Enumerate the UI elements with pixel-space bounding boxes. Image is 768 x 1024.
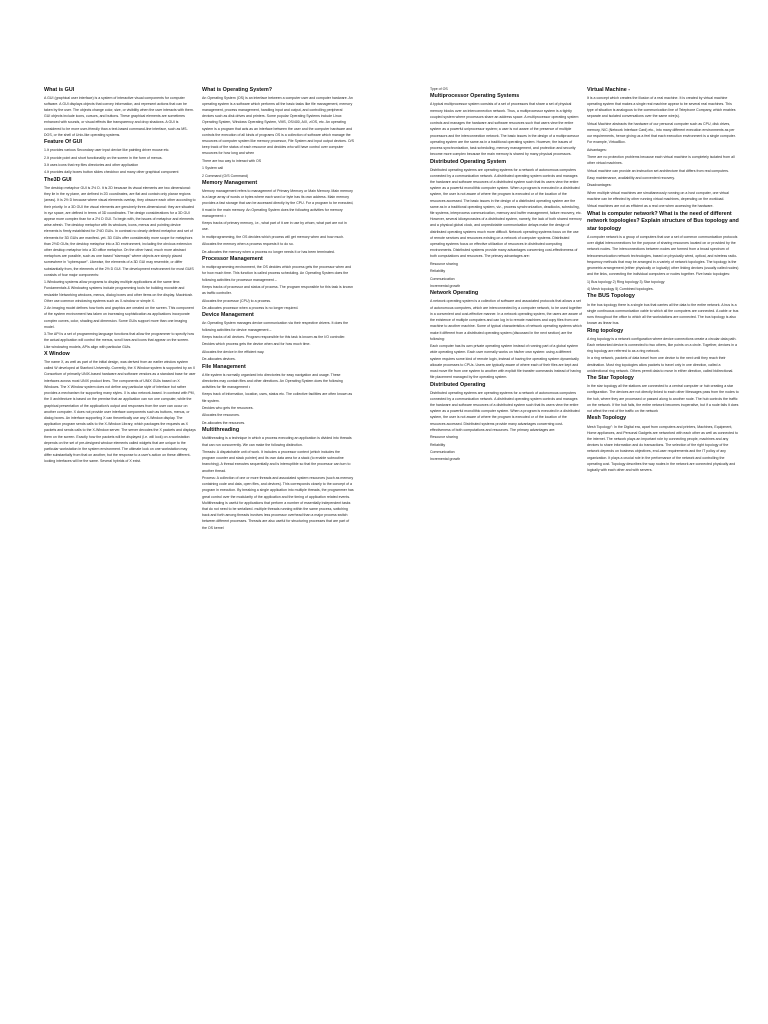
paragraph: 2.It provide point and short functionality on the screen in the form of menus.	[44, 155, 163, 160]
paragraph: Resource sharing	[430, 435, 458, 440]
paragraph: 2 Command (O/S Command)	[202, 173, 249, 178]
paragraph: There are two way to interact with OS	[202, 158, 262, 163]
paragraph: Allocates the resources.	[202, 413, 240, 418]
section-heading: What is GUI	[44, 86, 75, 93]
paragraph: A typical multiprocessor system consists of a set of processors that share a set of physical memory blocks over an interconnection network. Thus, a multiprocessor system is a tightly coupled system where processors share an address space. A multiprocessor operating system controls and manages the hardware and software resources such that users view the entire system as a powerful uniprocessor system; a user is not aware of the presence of multiple processors and the interconnection network. The basic issues in the design of a multiprocessor operating system are the same as in a traditional operating system. However, the issues of process synchronization, task scheduling, memory management, and protection and security become more complex because the main memory is shared by many physical processors.	[430, 102, 579, 157]
paragraph: A ring topology is a network configuration where device connections create a circular data path. Each networked device is connected to two others, like points on a circle. Together, devices in a ring topology are referred to as a ring network.	[587, 336, 737, 353]
paragraph: 1) Bus topology 2) Ring topology 3) Star topology	[587, 279, 665, 284]
paragraph: An Operating System manages device communication via their respective drivers. It does the following activities for device management –	[202, 321, 349, 332]
column-3	[430, 86, 582, 464]
column-2	[202, 86, 354, 532]
paragraph: Multithreading is a technique in which a process executing an application is divided into threads that can run concurrently. We can make the following distinction.	[202, 436, 352, 447]
paragraph: Virtual Machine abstracts the hardware of our personal computer such as CPU, disk drives, memory, NIC (Network Interface Card) etc., into many different execution environments as per our requirements, hence giving us a feel that each execution environment is a single computer. For example, VirtualBox.	[587, 121, 736, 145]
paragraph: Threads: A dispatchable unit of work. It includes a processor context (which includes the program counter and stack pointer) and its own data area for a stack (to enable subroutine branching). A thread executes sequentially and is interruptible so that the processor can turn to another thread.	[202, 449, 351, 473]
paragraph: Allocates the processor (CPU) to a process.	[202, 298, 271, 303]
paragraph: De-allocates devices.	[202, 357, 236, 362]
paragraph: Memory management refers to management of Primary Memory or Main Memory. Main memory is a large array of words or bytes where each word or byte has its own address. Main memory provides a fast storage that can be accessed directly by the CPU. For a program to be executed, it must in the main memory. An Operating System does the following activities for memory management: •	[202, 189, 354, 218]
paragraph: Distributed operating systems are operating systems for a network of autonomous computers connected by a communication network. A distributed operating system controls and manages the hardware and software resources of a distributed system such that its users view the entire system as a powerful monolithic computer system. When a program is executed in a distributed system, the user is not aware of where the program is executed or of the location of the resources accessed. Distributed systems provide many advantages concerning cost-effectiveness of both computations and resources. The primary advantages are:	[430, 390, 580, 432]
paragraph: Disadvantages:	[587, 183, 612, 188]
paragraph: Decides who gets the resources.	[202, 406, 254, 411]
paragraph: A file system is normally organized into directories for easy navigation and usage. These directories may contain files and other directions. An Operating System does the following activities for file management •	[202, 372, 343, 390]
paragraph: 4.It provides daily boxes button slides checkbox and many other graphical component	[44, 170, 179, 175]
paragraph: Mesh Topology": In the Digital era, apart from computers and printers, Machines, Equipment, Home appliances, and Personal Gadgets are networked with each other as well as connected to the internet. The network plays an important role by connecting people, machines and any devices to share information and do transactions. The selection of the right topology of the network depends on business objectives, end-user requirements and the IT policy of any organization. It plays a crucial role in the performance of the network and controlling the operating cost. Topology describes the way nodes in the network are connected physically and logically with each other and with servers.	[587, 424, 739, 472]
paragraph: There are no protection problems because each virtual machine is completely isolated from all other virtual machines.	[587, 154, 735, 166]
section-heading: Multiprocessor Operating Systems	[430, 93, 520, 100]
paragraph: Keeps tracks of processor and status of process. The program responsible for this task is known as traffic controller.	[202, 284, 353, 296]
paragraph: Communication	[430, 449, 455, 454]
section-heading: Distributed Operating System	[430, 158, 507, 165]
section-heading: What is computer network? What is the need of different network topologies? Explain structure of Bus topology and star topology	[587, 210, 739, 232]
section-heading: Multithreading	[202, 427, 240, 434]
section-heading: Virtual Machine -	[587, 86, 631, 93]
section-heading: The Star Topology	[587, 375, 634, 382]
section-heading: Distributed Operating	[430, 381, 486, 388]
column-4	[587, 86, 739, 474]
paragraph: Virtual machine can provide an instruction set architecture that differs from real computers.	[587, 168, 730, 173]
paragraph: A GUI (graphical user interface) is a system of interactive visual components for computer software. A GUI displays objects that convey information, and represent actions that can be taken by the user. The objects change color, size, or visibility when the user interacts with them. GUI objects include icons, cursors, and buttons. These graphical elements are sometimes enhanced with sounds, or visual effects like transparency and drop shadows. A GUI is considered to be more user-friendly than a text-based command-line interface, such as MS-DOS, or the shell of Unix-like operating systems.	[44, 95, 194, 137]
paragraph: The desktop metaphor GUI is 2½ D. It is 2D because its visual elements are two dimensional: they lie in the xy plane, are defined in 2D coordinates, are flat and contain only planar regions (areas). It is 2½ D because where visual elements overlap, they obscure each other according to their priority. In a 3D GUI the visual elements are genuinely three-dimensional: they are situated in xyz space, are defined in terms of 3D coordinates. The design considerations for a 3D GUI appear more complex than for a 2½ D GUI. To begin with, the issues of metaphor and elements arise afresh. The desktop metaphor with its windows, icons, menus and pointing device elements is firmly established for 2½D GUIs. In contrast no clearly defined metaphor and set of elements for 3D GUIs are manifest- yet. 3D GUIs offer considerably more scope for metaphors than 2½D GUIs; the desktop metaphor into a 3D environment, including the obvious extension other desktop metaphor into a 3D office metaphor. On the other hand, much more abstract metaphors are possible, such as one based "starmaps" where objects are simply placed somewhere in "cyberspace". Likewise, the elements of a 3D GUI may resemble, or differ substantially from, the elements of the 2½ D GUI. The development environment for most GUIS consists of four major components:	[44, 185, 196, 277]
paragraph: A network operating system is a collection of software and associated protocols that allows a set of autonomous computers, which are interconnected by a computer network, to be used together in a convenient and cost-effective manner. In a network operating system, the users are aware of the existence of multiple computers and can log in to remote machines and copy files from one machine to another machine. Some of typical characteristics of network operating systems which make it different from a distributed operating system (discussed in the next section) are the following:	[430, 299, 582, 341]
paragraph: The name X, as well as part of the initial design, was derived from an earlier window system called W developed at Stanford University. Currently, the X Window system is supported by an X Consortium of primarily UNIX-based hardware and software vendors as a standard base for user interfaces across most UNIX product lines. The components of UNIX GUIs based on X Windows. The X Window system does not define any particular style of interface but rather provides a mechanism for supporting many styles. X is also network-based. In contrast with PM, the X architecture is based on the premise that an application can run one computer, while the graphical presentation of the application's output and responses from the user can occur on another computer. X does not provide user interface components such as buttons, menus, or dialog boxes. An interface supporting X can theoretically use any X-Window display. The application program sends calls to the X-Window Library, which packages the requests as X packets and sends calls to the X-Window server. The server decodes the X packets and displays them on the screen. Exactly how the packets will be displayed (i.e. will look) on a workstation depends on the set of pre-designed window elements called widgets that are unique to the particular workstation in the system environment. The ultimate look on one workstation may differ substantially from that on another, but the response to a user's action on these different-looking interfaces will be the same. Several hybrids of X exist.	[44, 360, 196, 464]
paragraph: When multiple virtual machines are simultaneously running on a host computer, one virtual machine can be effected by other running virtual machines, depending on the workload.	[587, 190, 729, 201]
paragraph: An Operating System (OS) is an interface between a computer user and computer hardware. An operating system is a software which performs all the basic tasks like file management, memory management, process management, handling input and output, and controlling peripheral devices such as disk drives and printers. Some popular Operating Systems include Linux Operating System, Windows Operating System, VMS, OS/400, AIX, z/OS, etc. An operating system is a program that acts as an interface between the user and the computer hardware and controls the execution of all kinds of programs OS is a collection of software which manage the resources of computer system like memory processor, File System and input output devices. O/S keep track of the status of each resource and decides who will have control over computer resources for how long and when	[202, 95, 354, 156]
paragraph: 2.An imaging model defines how fonts and graphics are created on the screen. This component of the system environment has taken on increasing sophistication as applications incorporate complex curves, color, shading and dimension. Some GUIs support more than one imaging model.	[44, 306, 194, 329]
paragraph: 1 System call	[202, 166, 224, 171]
paragraph: 3.The API is a set of programming language functions that allow the programmer to specify how the actual application will control the menus, scroll bars and icons that appear on the screen. Like windowing models, APIs align with particular GUIs.	[44, 332, 195, 349]
column-1	[44, 86, 196, 466]
paragraph: A computer network is a group of computers that use a set of common communication protocols over digital interconnections for the purpose of sharing resources located on or provided by the network nodes. The interconnections between nodes are formed from a broad spectrum of telecommunication network technologies, based on physically wired, optical, and wireless radio-frequency methods that may be arranged in a variety of network topologies. The topology is the geometric arrangement (either physically or logically) other linking devices (usually called nodes) and the links, connecting the individual computers or nodes together. Five basic topologies:	[587, 235, 739, 277]
paragraph: In the star topology all the stations are connected to a central computer or hub creating a star configuration. The devices are not directly linked to each other Messages pass from the nodes to the hub, where they are processed or passed along to another node. The hub controls the traffic on the network. If the hub fails, the entire network becomes inoperative, but if a node fails it does not affect the rest of the traffic on the network	[587, 384, 739, 414]
section-heading: What is Operating System?	[202, 86, 273, 93]
paragraph: In multiprogramming environment, the OS decides which process gets the processor when and for how much time. This function is called process scheduling. An Operating System does the following activities for processor management –	[202, 265, 352, 282]
paragraph: Allocates the device in the efficient way.	[202, 349, 265, 354]
section-heading: Ring topology	[587, 327, 624, 334]
paragraph: Incremental growth	[430, 457, 461, 462]
section-heading: Feature Of GUI	[44, 139, 83, 146]
paragraph: Advantages:	[587, 147, 607, 152]
section-heading: Mesh Topology	[587, 415, 627, 422]
section-heading: Network Operating	[430, 290, 479, 297]
section-heading: Processor Management	[202, 256, 263, 263]
paragraph: Keeps tracks of all devices. Program responsible for this task is known as the I/O controller.	[202, 335, 346, 339]
paragraph: In a ring network, packets of data travel from one device to the next until they reach their destination. Most ring topologies allow packets to travel only in one direction, called a unidirectional ring network. Others permit data to move in either direction, called bidirectional.	[587, 356, 734, 373]
paragraph: Incremental growth	[430, 284, 461, 288]
paragraph: Type of OS	[430, 87, 448, 91]
section-heading: Device Management	[202, 312, 254, 319]
section-heading: Memory Management	[202, 179, 258, 186]
paragraph: Process: A collection of one or more threads and associated system resources (such as memory containing code and data, open files, and devices). This corresponds closely to the concept of a program in execution. By breaking a single application into multiple threads, the programmer has great control over the modularity of the application and the timing of application related events. Multithreading is useful for applications that perform a number of essentially independent tasks that do not need to be serialized. multiple threads running within the same process, switching back and forth among threads involves less processor overhead than a major process switch between different processes. Threads are also useful for structuring processes that are part of the OS kernel	[202, 475, 354, 530]
paragraph: It is a concept which creates the illusion of a real machine. It is created by virtual machine operating system that makes a single real machine appear to be several real machines. This type of situation is analogous to the communication line of Telephone Company, which enables separate and isolated conversations over the same wire(s).	[587, 95, 736, 119]
paragraph: In multiprogramming, the OS decides which process will get memory when and how much.	[202, 234, 345, 239]
section-heading: File Management	[202, 363, 246, 370]
paragraph: De-allocates processor when a process is no longer required.	[202, 305, 299, 310]
paragraph: Keeps tracks of primary memory, i.e., what part of it are in use by whom, what part are not in use.	[202, 221, 347, 232]
paragraph: 1.Windowing systems allow programs to display multiple applications at the same time. Fundamentals & Windowing systems include programming tools for building movable and resizable Networking windows, menus, dialog boxes and other items on the display. Macintosh. Other use common windowing systems such as X-window or simple X.	[44, 280, 194, 303]
paragraph: Easy maintenance, availability and convenient recovery.	[587, 175, 675, 180]
paragraph: 4) Mesh topology 5) Combined topologies.	[587, 287, 654, 292]
paragraph: Reliability	[430, 442, 446, 447]
section-heading: X Window	[44, 350, 70, 357]
section-heading: The BUS Topology	[587, 293, 635, 300]
paragraph: Each computer has its own private operating system instead of running part of a global system wide operating system. Each user normally works on his/her own system: using a different system requires some kind of remote login, instead of having the operating system dynamically allocate processes to CPUs. Users are typically aware of where each of their files are kept and must move file from one system to another with explicit file transfer commands instead of having file placement managed by the operating system.	[430, 344, 581, 380]
paragraph: Communication	[430, 276, 455, 281]
paragraph: Reliability	[430, 269, 446, 274]
paragraph: Decides which process gets the device when and for how much time.	[202, 342, 311, 347]
section-heading: The3D GUI	[44, 176, 72, 183]
paragraph: In the bus topology there is a single bus that carries all the data to the entire network. A bus is a single continuous communication cable to which all the computers are connected. A cable or bus runs throughout the office to which all the workstations are connected. The bus topology is also known as linear bus.	[587, 302, 739, 326]
paragraph: De-allocates the memory when a process no longer needs it or has been terminated.	[202, 249, 335, 254]
paragraph: Distributed operating systems are operating systems for a network of autonomous computers connected by a communication network. A distributed operating system controls and manages the hardware and software resources of a distributed system such that its users view the entire system as a powerful monolithic computer system. When a program is executed in a distributed system, the user is not aware of where the program is executed or of the location of the resources accessed. The basic issues in the design of a distributed operating system are the same as in a traditional operating system, viz., process synchronization, deadlocks, scheduling, file systems, interprocess communication, memory and buffer management, failure recovery, etc. However, several idiosyncrasies of a distributed system, namely, the lack of both shared memory and a physical global clock, and unpredictable communication delays make the design of distributed operating systems much more difficult. Network operating systems focus on the use of remote services and resources existing on a network of computer systems. Distributed operating systems focus on effective utilization of resources in distributed computing environments. Distributed systems provide many advantages concerning cost-effectiveness of both computations and resources. The primary advantages are:	[430, 167, 582, 259]
paragraph: Allocates the memory when a process requests it to do so.	[202, 242, 294, 247]
paragraph: 1.It provides various Secondary user input device like painting driver mouse etc.	[44, 148, 170, 153]
paragraph: Virtual machines are not as efficient as a real one when accessing the hardware.	[587, 204, 714, 209]
paragraph: Keeps track of information, location, uses, status etc. The collective facilities are often known as file system.	[202, 392, 353, 403]
paragraph: De-allocates the resources.	[202, 420, 246, 425]
paragraph: Resource sharing	[430, 261, 458, 266]
paragraph: 3.It uses icons that rep files directories and other application	[44, 163, 139, 168]
